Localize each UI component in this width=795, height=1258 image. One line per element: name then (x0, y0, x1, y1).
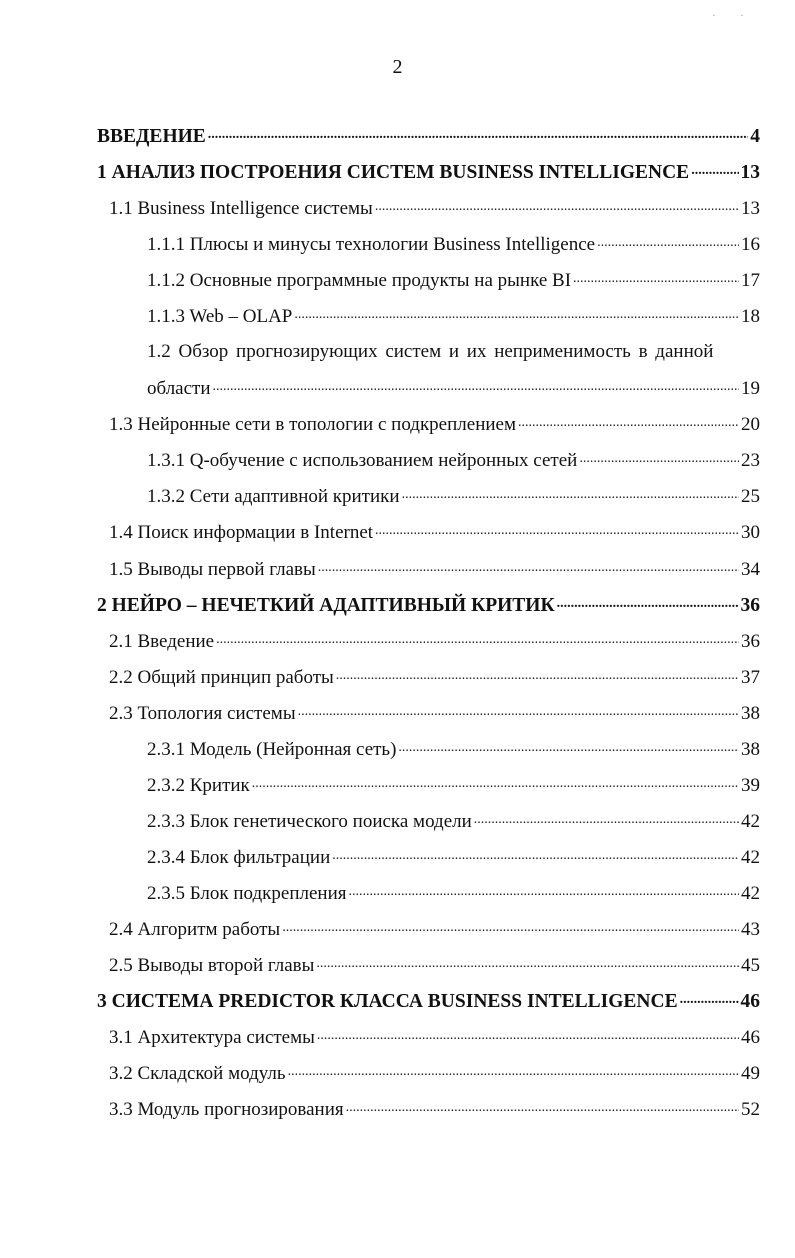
toc-entry[interactable] (109, 915, 760, 943)
toc-leader-dots (557, 591, 739, 611)
toc-entry[interactable] (109, 663, 760, 691)
toc-entry-page: 46 (741, 1027, 760, 1048)
toc-entry[interactable] (97, 158, 760, 186)
toc-entry-title: 1.5 Выводы первой главы (109, 559, 316, 580)
toc-entry-title: 1.3.2 Сети адаптивной критики (147, 486, 400, 507)
toc-entry-page: 38 (741, 739, 760, 760)
toc-leader-dots (213, 374, 739, 394)
toc-leader-dots (252, 771, 739, 791)
toc-entry-page: 17 (741, 270, 760, 291)
toc-entry[interactable] (97, 591, 760, 619)
toc-leader-dots (680, 987, 739, 1007)
toc-leader-dots (332, 843, 739, 863)
toc-leader-dots (336, 663, 739, 683)
toc-entry-page: 4 (750, 126, 760, 147)
toc-leader-dots (294, 302, 739, 322)
toc-entry[interactable] (147, 879, 760, 907)
toc-entry[interactable] (109, 410, 760, 438)
toc-entry-page: 46 (740, 991, 760, 1012)
toc-entry[interactable] (147, 735, 760, 763)
toc-leader-dots (597, 230, 739, 250)
toc-entry[interactable] (109, 1023, 760, 1051)
toc-entry-title: 3.2 Складской модуль (109, 1063, 286, 1084)
toc-entry[interactable] (147, 807, 760, 835)
toc-entry-page: 52 (741, 1099, 760, 1120)
toc-entry[interactable] (147, 230, 760, 258)
toc-leader-dots (317, 1023, 739, 1043)
toc-entry-title: 2.3.4 Блок фильтрации (147, 847, 331, 868)
toc-entry[interactable] (147, 446, 760, 474)
toc-entry-title: 2.3.2 Критик (147, 775, 250, 796)
toc-entry-page: 49 (741, 1063, 760, 1084)
toc-entry[interactable] (147, 771, 760, 799)
toc-entry[interactable] (147, 843, 760, 871)
toc-entry-page: 13 (740, 162, 760, 183)
toc-entry-title: 1.1 Business Intelligence системы (109, 198, 373, 219)
toc-leader-dots (316, 951, 739, 971)
toc-leader-dots (402, 482, 739, 502)
toc-entry-title: 2.3.5 Блок подкрепления (147, 883, 347, 904)
scan-mark: · (740, 10, 744, 22)
toc-leader-dots (318, 555, 739, 575)
toc-entry-title: 2 НЕЙРО – НЕЧЕТКИЙ АДАПТИВНЫЙ КРИТИК (97, 595, 555, 616)
toc-entry-title: 2.3.3 Блок генетического поиска модели (147, 811, 472, 832)
toc-entry-page: 45 (741, 955, 760, 976)
toc-entry-page: 19 (741, 378, 760, 399)
toc-leader-dots (288, 1059, 739, 1079)
toc-entry[interactable] (97, 987, 760, 1015)
toc-entry-page: 13 (741, 198, 760, 219)
toc-entry[interactable] (147, 302, 760, 330)
toc-entry-title: 3 СИСТЕМА PREDICTOR КЛАССА BUSINESS INTELLIGENCE (97, 991, 678, 1012)
toc-entry-title: 2.2 Общий принцип работы (109, 667, 334, 688)
toc-entry-page: 43 (741, 919, 760, 940)
toc-entry[interactable] (109, 1095, 760, 1123)
toc-entry-page: 42 (741, 811, 760, 832)
toc-entry-title: 2.5 Выводы второй главы (109, 955, 315, 976)
toc-entry-page: 25 (741, 486, 760, 507)
toc-entry-title: 1 АНАЛИЗ ПОСТРОЕНИЯ СИСТЕМ BUSINESS INTELLIGENCE (97, 162, 690, 183)
toc-leader-dots (375, 518, 739, 538)
toc-entry-page: 36 (740, 595, 760, 616)
toc-leader-dots (518, 410, 739, 430)
toc-entry-title: 2.3 Топология системы (109, 703, 296, 724)
toc-leader-dots (208, 122, 748, 142)
toc-leader-dots (298, 699, 739, 719)
toc-leader-dots (375, 194, 739, 214)
toc-entry-title: 1.1.1 Плюсы и минусы технологии Business Intelligence (147, 234, 596, 255)
toc-entry-title: области (147, 378, 211, 399)
toc-entry[interactable] (109, 1059, 760, 1087)
toc-entry-title: 1.3.1 Q-обучение с использованием нейронных сетей (147, 450, 578, 471)
toc-entry-page: 37 (741, 667, 760, 688)
toc-entry-title: 2.3.1 Модель (Нейронная сеть) (147, 739, 397, 760)
toc-entry-page: 42 (741, 847, 760, 868)
toc-entry[interactable] (109, 951, 760, 979)
toc-entry-title: 1.4 Поиск информации в Internet (109, 522, 374, 543)
toc-entry-page: 36 (741, 631, 760, 652)
toc-entry-title: 3.3 Модуль прогнозирования (109, 1099, 344, 1120)
scan-mark: · (712, 10, 716, 22)
toc-leader-dots (346, 1095, 739, 1115)
toc-entry-page: 16 (741, 234, 760, 255)
page-number: 2 (392, 56, 403, 78)
toc-entry[interactable] (109, 699, 760, 727)
toc-entry[interactable] (109, 627, 760, 655)
toc-entry-title: 1.1.2 Основные программные продукты на рынке BI (147, 270, 572, 291)
toc-leader-dots (348, 879, 739, 899)
toc-entry-title: 3.1 Архитектура системы (109, 1027, 315, 1048)
toc-leader-dots (474, 807, 739, 827)
toc-entry-page: 42 (741, 883, 760, 904)
toc-entry[interactable] (109, 194, 760, 222)
toc-entry[interactable] (109, 555, 760, 583)
toc-entry-title: ВВЕДЕНИЕ (97, 126, 206, 147)
toc-entry[interactable] (97, 122, 760, 150)
toc-entry-title: 1.1.3 Web – OLAP (147, 306, 293, 327)
toc-entry-page: 39 (741, 775, 760, 796)
toc-leader-dots (691, 158, 738, 178)
toc-leader-dots (282, 915, 739, 935)
toc-entry-page: 23 (741, 450, 760, 471)
toc-entry-page: 38 (741, 703, 760, 724)
toc-entry-page: 20 (741, 414, 760, 435)
toc-entry-page: 18 (741, 306, 760, 327)
toc-entry[interactable] (147, 482, 760, 510)
toc-entry-page: 34 (741, 559, 760, 580)
toc-entry[interactable] (147, 266, 760, 294)
toc-leader-dots (579, 446, 739, 466)
toc-entry[interactable] (109, 518, 760, 546)
toc-leader-dots (573, 266, 739, 286)
toc-entry[interactable] (147, 374, 760, 402)
toc-leader-dots (398, 735, 739, 755)
toc-leader-dots (216, 627, 739, 647)
toc-entry-page: 30 (741, 522, 760, 543)
toc-entry-title-line1[interactable]: 1.2 Обзор прогнозирующих систем и их неприменимость в данной (147, 341, 714, 362)
toc-entry-title: 2.1 Введение (109, 631, 215, 652)
toc-entry-title: 1.3 Нейронные сети в топологии с подкреплением (109, 414, 516, 435)
toc-entry-title: 2.4 Алгоритм работы (109, 919, 281, 940)
